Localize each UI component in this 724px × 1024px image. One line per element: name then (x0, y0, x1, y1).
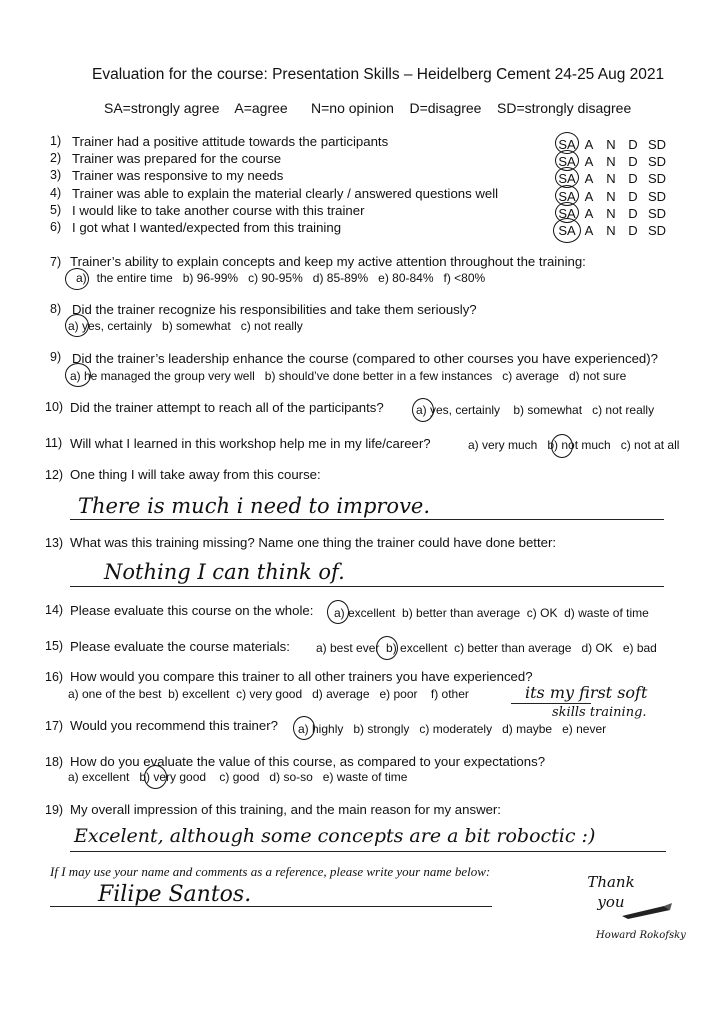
statement-number: 1) (50, 134, 62, 148)
question-10-options[interactable]: a) yes, certainly b) somewhat c) not really (416, 403, 655, 417)
statement-number: 2) (50, 151, 62, 165)
question-9-options[interactable]: a) he managed the group very well b) should’ve done better in a few instances c) average d) not sure (70, 369, 627, 383)
participant-name[interactable]: Filipe Santos. (98, 882, 252, 907)
rating-option[interactable]: A (584, 189, 594, 204)
rating-option[interactable]: SA (558, 137, 576, 152)
question-16-options[interactable]: a) one of the best b) excellent c) very good d) average e) poor f) other (68, 687, 469, 701)
rating-option[interactable]: SD (647, 189, 667, 204)
answer-line (70, 586, 664, 587)
statement-text: Trainer was prepared for the course (72, 151, 282, 166)
rating-option[interactable]: SD (647, 171, 667, 186)
trainer-signature: Howard Rokofsky (596, 930, 686, 941)
rating-option[interactable]: A (584, 154, 594, 169)
question-number: 10) (45, 400, 64, 414)
answer-line (511, 703, 591, 704)
selection-circle (327, 600, 349, 624)
scale-legend: SA=strongly agree A=agree N=no opinion D=disagree SD=strongly disagree (104, 100, 632, 116)
question-8-options[interactable]: a) yes, certainly b) somewhat c) not really (68, 319, 303, 333)
question-16-answer-continued[interactable]: skills training. (552, 705, 647, 720)
rating-option[interactable]: SD (647, 206, 667, 221)
question-17-options[interactable]: a) highly b) strongly c) moderately d) maybe e) never (298, 722, 607, 736)
question-16-text: How would you compare this trainer to all other trainers you have experienced? (70, 669, 533, 684)
question-number: 15) (45, 639, 64, 653)
selection-circle (65, 363, 91, 387)
question-7-options[interactable]: a) the entire time b) 96-99% c) 90-95% d) 85-89% e) 80-84% f) <80% (76, 271, 486, 285)
question-12-answer[interactable]: There is much i need to improve. (78, 494, 431, 518)
question-19-answer[interactable]: Excelent, although some concepts are a bit roboctic :) (74, 825, 596, 847)
name-line (50, 906, 492, 907)
statement-number: 4) (50, 186, 62, 200)
rating-option[interactable]: SD (647, 223, 667, 238)
question-number: 13) (45, 536, 64, 550)
question-13-text: What was this training missing? Name one thing the trainer could have done better: (70, 535, 557, 550)
question-18-text: How do you evaluate the value of this course, as compared to your expectations? (70, 754, 546, 769)
rating-option[interactable]: SD (647, 154, 667, 169)
rating-option[interactable]: D (628, 206, 638, 221)
question-14-text: Please evaluate this course on the whole: (70, 603, 314, 618)
reference-prompt: If I may use your name and comments as a reference, please write your name below: (50, 864, 491, 879)
question-9-text: Did the trainer’s leadership enhance the course (compared to other courses you have experienced)? (72, 351, 658, 366)
question-number: 19) (45, 803, 64, 817)
question-10-text: Did the trainer attempt to reach all of the participants? (70, 400, 384, 415)
rating-option[interactable]: N (606, 206, 616, 221)
rating-option[interactable]: SA (558, 154, 576, 169)
question-11-options[interactable]: a) very much b) not much c) not at all (468, 438, 680, 452)
question-number: 7) (50, 255, 62, 269)
rating-option[interactable]: D (628, 223, 638, 238)
selection-circle (553, 218, 581, 243)
question-number: 9) (50, 350, 62, 364)
rating-option[interactable]: D (628, 189, 638, 204)
answer-line (70, 519, 664, 520)
selection-circle (412, 398, 434, 422)
rating-option[interactable]: SA (558, 223, 576, 238)
rating-option[interactable]: D (628, 171, 638, 186)
form-title: Evaluation for the course: Presentation Skills – Heidelberg Cement 24-25 Aug 2021 (92, 66, 665, 83)
pen-icon (620, 898, 674, 920)
rating-option[interactable]: SA (558, 171, 576, 186)
rating-option[interactable]: D (628, 137, 638, 152)
question-19-text: My overall impression of this training, and the main reason for my answer: (70, 802, 501, 817)
rating-option[interactable]: N (606, 171, 616, 186)
question-12-text: One thing I will take away from this course: (70, 467, 321, 482)
rating-option[interactable]: D (628, 154, 638, 169)
selection-circle (144, 765, 167, 789)
answer-line (70, 851, 666, 852)
rating-option[interactable]: A (584, 137, 594, 152)
rating-option[interactable]: A (584, 206, 594, 221)
selection-circle (293, 716, 315, 740)
rating-option[interactable]: SD (647, 137, 667, 152)
question-8-text: Did the trainer recognize his responsibilities and take them seriously? (72, 302, 477, 317)
rating-option[interactable]: A (584, 223, 594, 238)
selection-circle (65, 268, 89, 290)
statement-text: I would like to take another course with this trainer (72, 203, 365, 218)
statement-text: Trainer was responsive to my needs (72, 168, 284, 183)
statement-number: 5) (50, 203, 62, 217)
question-14-options[interactable]: a) excellent b) better than average c) OK d) waste of time (334, 606, 649, 620)
question-number: 18) (45, 755, 64, 769)
question-18-options[interactable]: a) excellent b) very good c) good d) so-so e) waste of time (68, 770, 408, 784)
question-13-answer[interactable]: Nothing I can think of. (104, 560, 345, 584)
rating-option[interactable]: SA (558, 189, 576, 204)
question-15-options[interactable]: a) best ever b) excellent c) better than average d) OK e) bad (316, 641, 657, 655)
question-number: 8) (50, 302, 62, 316)
rating-option[interactable]: N (606, 137, 616, 152)
question-16-answer[interactable]: its my first soft (525, 683, 648, 702)
question-7-text: Trainer’s ability to explain concepts and keep my active attention throughout the training: (70, 254, 586, 269)
question-number: 11) (45, 436, 63, 450)
question-15-text: Please evaluate the course materials: (70, 639, 290, 654)
selection-circle (551, 434, 573, 458)
question-11-text: Will what I learned in this workshop help me in my life/career? (70, 436, 431, 451)
rating-option[interactable]: A (584, 171, 594, 186)
selection-circle (65, 314, 89, 337)
selection-circle (376, 636, 398, 660)
rating-option[interactable]: N (606, 223, 616, 238)
question-number: 12) (45, 468, 64, 482)
statement-number: 6) (50, 220, 62, 234)
rating-option[interactable]: N (606, 189, 616, 204)
statement-text: Trainer was able to explain the material clearly / answered questions well (72, 186, 499, 201)
rating-option[interactable]: SA (558, 206, 576, 221)
statement-text: Trainer had a positive attitude towards the participants (72, 134, 389, 149)
statement-text: I got what I wanted/expected from this training (72, 220, 342, 235)
thank-you-note: Thank you (587, 873, 635, 911)
question-number: 14) (45, 603, 64, 617)
statement-number: 3) (50, 168, 62, 182)
question-number: 16) (45, 670, 64, 684)
rating-option[interactable]: N (606, 154, 616, 169)
question-number: 17) (45, 719, 64, 733)
question-17-text: Would you recommend this trainer? (70, 718, 278, 733)
